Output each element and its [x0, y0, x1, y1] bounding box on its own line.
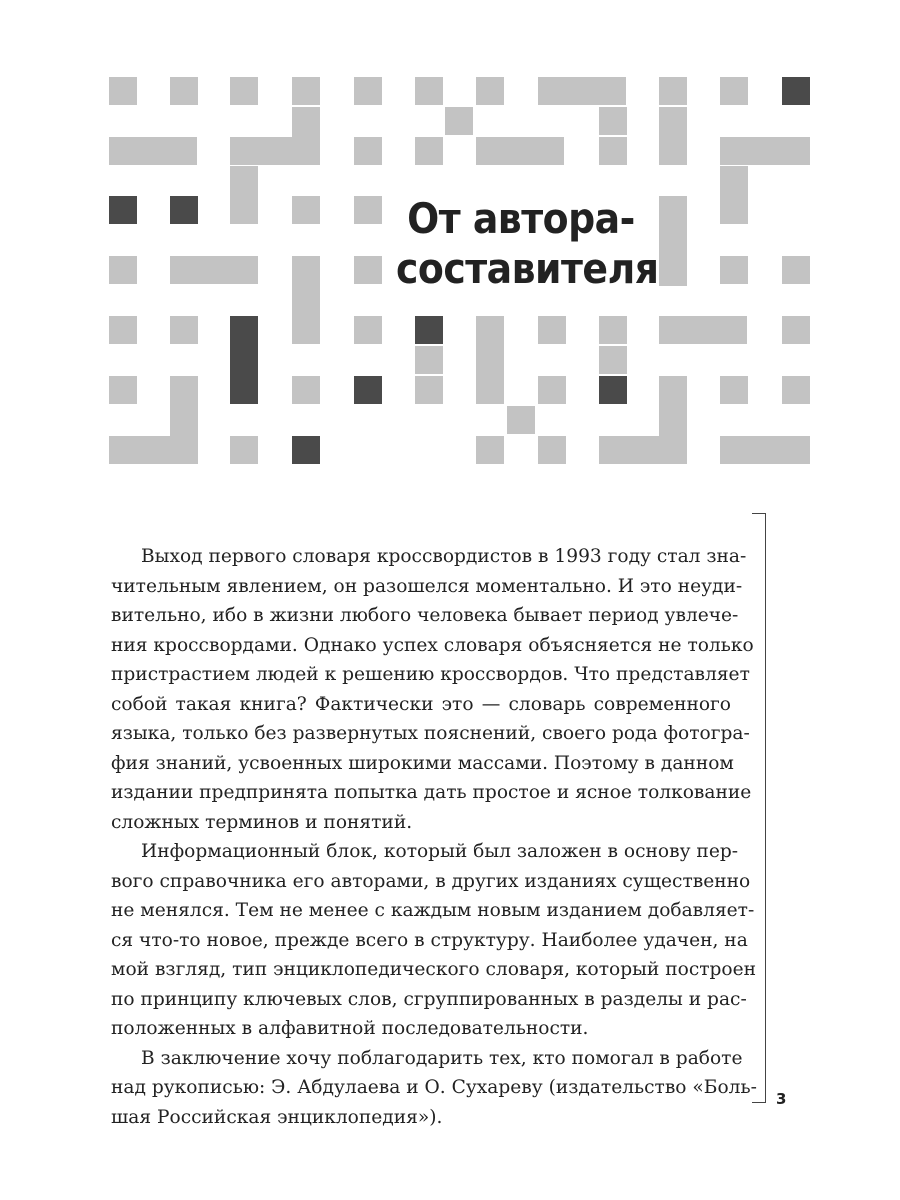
grid-square — [720, 436, 810, 464]
grid-square — [415, 137, 443, 165]
grid-square — [599, 107, 627, 135]
grid-square — [476, 436, 504, 464]
grid-square — [292, 77, 320, 105]
text-line: над рукописью: Э. Абдулаева и О. Сухареву (издательство «Боль- — [111, 1077, 757, 1098]
grid-square — [230, 137, 320, 165]
grid-square-dark — [415, 316, 443, 344]
text-line: Выход первого словаря кроссвордистов в 1993 году стал зна- — [141, 546, 747, 567]
grid-square — [599, 137, 627, 165]
grid-square — [292, 196, 320, 224]
text-line: шая Российская энциклопедия»). — [111, 1106, 443, 1128]
grid-square — [599, 316, 627, 344]
grid-square — [292, 256, 320, 344]
grid-square-dark — [109, 196, 137, 224]
text-line: вительно, ибо в жизни любого человека бывает период увлече- — [111, 605, 739, 626]
grid-square — [170, 77, 198, 105]
grid-square — [538, 376, 566, 404]
grid-square — [230, 436, 258, 464]
grid-square — [415, 77, 443, 105]
grid-square — [659, 107, 687, 165]
grid-square — [782, 316, 810, 344]
grid-square — [292, 376, 320, 404]
grid-square — [109, 137, 197, 165]
paragraph-1 — [111, 542, 754, 837]
grid-square — [659, 196, 687, 286]
grid-square-dark — [292, 436, 320, 464]
grid-square-dark — [170, 196, 198, 224]
grid-square — [538, 316, 566, 344]
grid-square — [782, 256, 810, 284]
text-line: пристрастием людей к решению кроссвордов. Что представляет — [111, 664, 750, 685]
grid-square — [354, 137, 382, 165]
grid-square — [109, 316, 137, 344]
grid-square — [720, 376, 748, 404]
grid-square — [476, 137, 564, 165]
body-text — [111, 542, 757, 1132]
grid-square — [230, 77, 258, 105]
text-line: фия знаний, усвоенных широкими массами. Поэтому в данном — [111, 752, 734, 774]
grid-square — [354, 256, 382, 284]
grid-square — [720, 77, 748, 105]
grid-square — [354, 196, 382, 224]
grid-square — [109, 376, 137, 404]
text-line: положенных в алфавитной последовательности. — [111, 1018, 589, 1039]
margin-bracket — [752, 513, 766, 1103]
page-title-line-1: От автора- — [407, 194, 635, 243]
grid-square — [354, 77, 382, 105]
text-line: сложных терминов и понятий. — [111, 811, 413, 833]
text-line: по принципу ключевых слов, сгруппированных в разделы и рас- — [111, 988, 747, 1010]
paragraph-3 — [111, 1044, 757, 1133]
grid-square — [109, 436, 197, 464]
grid-square — [170, 256, 258, 284]
text-line: языка, только без развернутых пояснений, своего рода фотогра- — [111, 723, 750, 744]
page-title-line-2: составителя — [396, 244, 659, 293]
text-line: собой такая книга? Фактически это — словарь современного — [111, 693, 731, 715]
grid-square — [354, 316, 382, 344]
grid-square — [782, 376, 810, 404]
grid-square — [599, 346, 627, 374]
grid-square — [170, 316, 198, 344]
grid-square — [720, 166, 748, 224]
text-line: Информационный блок, который был заложен в основу пер- — [141, 841, 739, 862]
grid-square — [476, 77, 504, 105]
grid-square — [415, 346, 443, 374]
grid-square — [659, 316, 747, 344]
text-line: чительным явлением, он разошелся моментально. И это неуди- — [111, 575, 743, 597]
grid-square — [538, 436, 566, 464]
page-title — [396, 186, 659, 298]
grid-square-dark — [599, 376, 627, 404]
grid-square — [445, 107, 473, 135]
grid-square — [109, 77, 137, 105]
page-number: 3 — [776, 1090, 787, 1108]
grid-square — [599, 436, 687, 464]
grid-square — [507, 406, 535, 434]
grid-square — [230, 166, 258, 224]
paragraph-2 — [111, 837, 757, 1044]
grid-square — [109, 256, 137, 284]
text-line: ся что-то новое, прежде всего в структуру. Наиболее удачен, на — [111, 929, 748, 951]
text-line: В заключение хочу поблагодарить тех, кто помогал в работе — [141, 1047, 743, 1069]
text-line: мой взгляд, тип энциклопедического словаря, который построен — [111, 959, 757, 980]
grid-square-dark — [782, 77, 810, 105]
text-line: издании предпринята попытка дать простое и ясное толкование — [111, 782, 752, 803]
text-line: не менялся. Тем не менее с каждым новым изданием добавляет- — [111, 900, 755, 921]
grid-square-dark — [354, 376, 382, 404]
text-line: вого справочника его авторами, в других изданиях существенно — [111, 870, 751, 892]
grid-square — [659, 77, 687, 105]
text-line: ния кроссвордами. Однако успех словаря объясняется не только — [111, 634, 754, 656]
grid-square — [720, 256, 748, 284]
grid-square-dark — [230, 316, 258, 404]
grid-square — [476, 316, 504, 404]
grid-square — [415, 376, 443, 404]
grid-square — [720, 137, 810, 165]
grid-square — [538, 77, 626, 105]
